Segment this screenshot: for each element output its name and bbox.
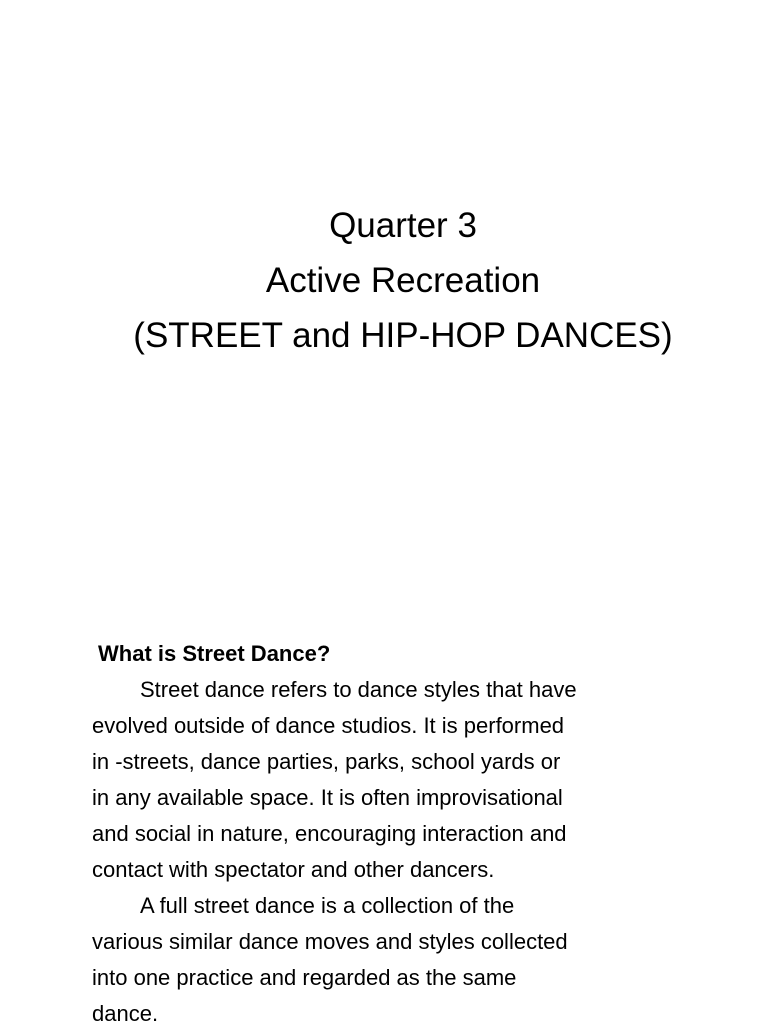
- section-heading: What is Street Dance?: [98, 641, 331, 666]
- paragraph-1-line-4: in any available space. It is often improvisational: [92, 785, 563, 810]
- paragraph-2-line-2: various similar dance moves and styles collected: [92, 929, 568, 954]
- title-line-active-recreation: Active Recreation: [265, 261, 541, 300]
- paragraph-1-line-6: contact with spectator and other dancers.: [92, 857, 495, 882]
- paragraph-1-line-5: and social in nature, encouraging interaction and: [92, 821, 567, 846]
- title-line-quarter: Quarter 3: [329, 206, 477, 245]
- paragraph-2-line-1: A full street dance is a collection of the: [140, 893, 515, 918]
- paragraph-2-line-4: dance.: [92, 1001, 159, 1026]
- paragraph-1-line-2: evolved outside of dance studios. It is performed: [92, 713, 565, 738]
- slide-title: [0, 198, 768, 363]
- paragraph-1-line-3: in -streets, dance parties, parks, school yards or: [92, 749, 561, 774]
- paragraph-1-line-1: Street dance refers to dance styles that have: [140, 677, 577, 702]
- paragraph-2-line-3: into one practice and regarded as the same: [92, 965, 517, 990]
- title-line-street-hiphop: (STREET and HIP-HOP DANCES): [133, 316, 673, 355]
- street-dance-section: [92, 636, 752, 1032]
